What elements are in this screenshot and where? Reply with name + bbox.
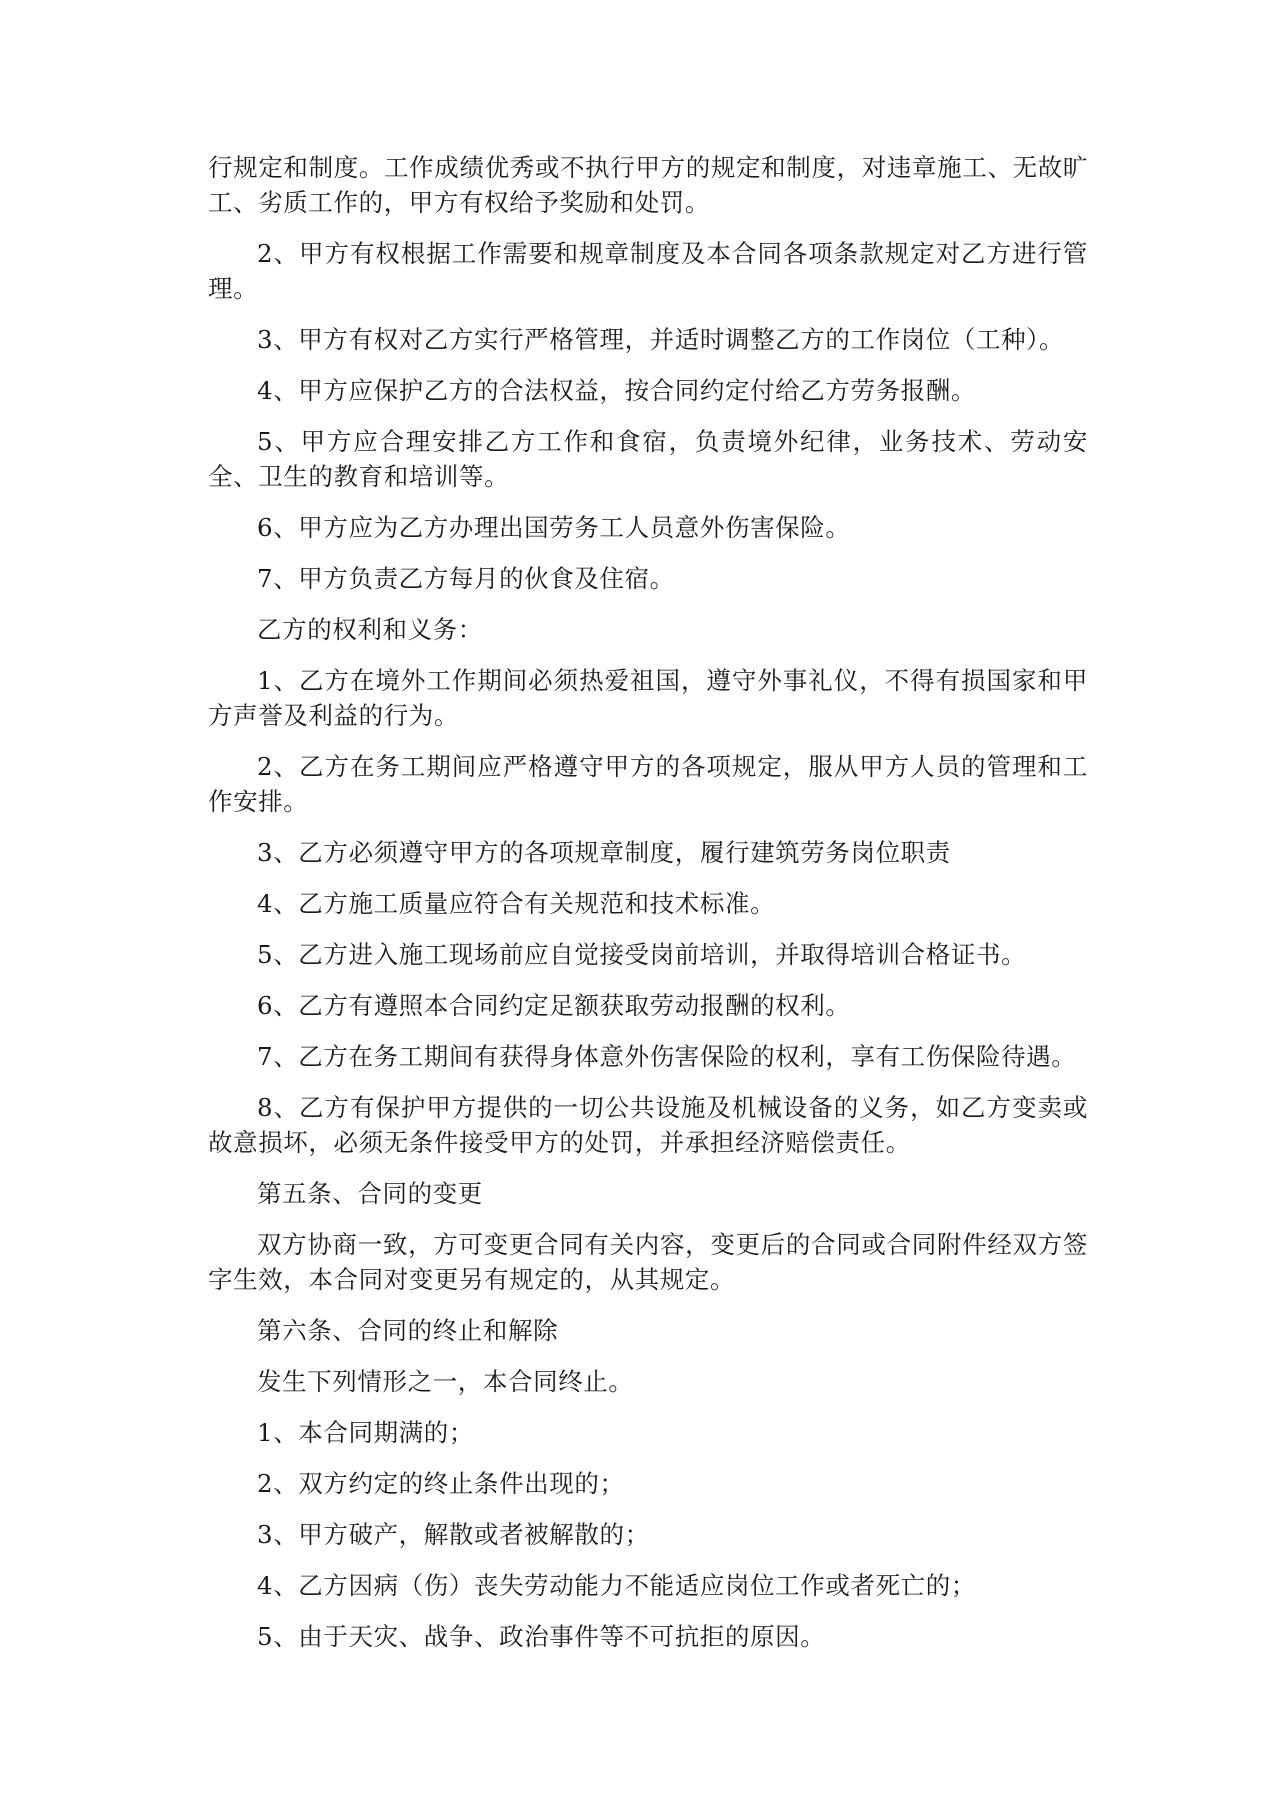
paragraph-continuation: 行规定和制度。工作成绩优秀或不执行甲方的规定和制度，对违章施工、无故旷工、劣质工作的，甲方有权给予奖励和处罚。 xyxy=(208,153,1088,217)
article-6-heading: 第六条、合同的终止和解除 xyxy=(257,1316,559,1345)
paragraph-party-a-right-2: 2、甲方有权根据工作需要和规章制度及本合同各项条款规定对乙方进行管理。 xyxy=(208,239,1088,303)
paragraph-party-a-right-4: 4、甲方应保护乙方的合法权益，按合同约定付给乙方劳务报酬。 xyxy=(257,376,976,405)
paragraph-party-b-duty-7: 7、乙方在务工期间有获得身体意外伤害保险的权利，享有工伤保险待遇。 xyxy=(257,1042,1077,1071)
paragraph-party-b-duty-2: 2、乙方在务工期间应严格遵守甲方的各项规定，服从甲方人员的管理和工作安排。 xyxy=(208,752,1088,816)
section-heading-party-b: 乙方的权利和义务： xyxy=(257,615,483,644)
article-6-intro: 发生下列情形之一，本合同终止。 xyxy=(257,1367,634,1396)
termination-item-3: 3、甲方破产，解散或者被解散的； xyxy=(257,1520,650,1549)
paragraph-party-a-right-3: 3、甲方有权对乙方实行严格管理，并适时调整乙方的工作岗位（工种）。 xyxy=(257,325,1065,354)
paragraph-party-a-right-6: 6、甲方应为乙方办理出国劳务工人员意外伤害保险。 xyxy=(257,513,851,542)
paragraph-party-b-duty-1: 1、乙方在境外工作期间必须热爱祖国，遵守外事礼仪，不得有损国家和甲方声誉及利益的行为。 xyxy=(208,666,1088,730)
termination-item-2: 2、双方约定的终止条件出现的； xyxy=(257,1469,625,1498)
termination-item-1: 1、本合同期满的； xyxy=(257,1418,474,1447)
termination-item-5: 5、由于天灾、战争、政治事件等不可抗拒的原因。 xyxy=(257,1622,826,1651)
article-5-heading: 第五条、合同的变更 xyxy=(257,1179,483,1208)
paragraph-party-a-right-5: 5、甲方应合理安排乙方工作和食宿，负责境外纪律，业务技术、劳动安全、卫生的教育和培训等。 xyxy=(208,427,1088,491)
paragraph-party-a-right-7: 7、甲方负责乙方每月的伙食及住宿。 xyxy=(257,564,675,593)
paragraph-party-b-duty-8: 8、乙方有保护甲方提供的一切公共设施及机械设备的义务，如乙方变卖或故意损坏，必须无条件接受甲方的处罚，并承担经济赔偿责任。 xyxy=(208,1093,1088,1157)
paragraph-party-b-duty-6: 6、乙方有遵照本合同约定足额获取劳动报酬的权利。 xyxy=(257,991,851,1020)
contract-body xyxy=(208,150,1088,1670)
paragraph-party-b-duty-3: 3、乙方必须遵守甲方的各项规章制度，履行建筑劳务岗位职责 xyxy=(257,838,951,867)
article-5-body: 双方协商一致，方可变更合同有关内容，变更后的合同或合同附件经双方签字生效，本合同对变更另有规定的，从其规定。 xyxy=(208,1230,1088,1294)
termination-item-4: 4、乙方因病（伤）丧失劳动能力不能适应岗位工作或者死亡的； xyxy=(257,1571,976,1600)
paragraph-party-b-duty-4: 4、乙方施工质量应符合有关规范和技术标准。 xyxy=(257,889,776,918)
paragraph-party-b-duty-5: 5、乙方进入施工现场前应自觉接受岗前培训，并取得培训合格证书。 xyxy=(257,940,1027,969)
